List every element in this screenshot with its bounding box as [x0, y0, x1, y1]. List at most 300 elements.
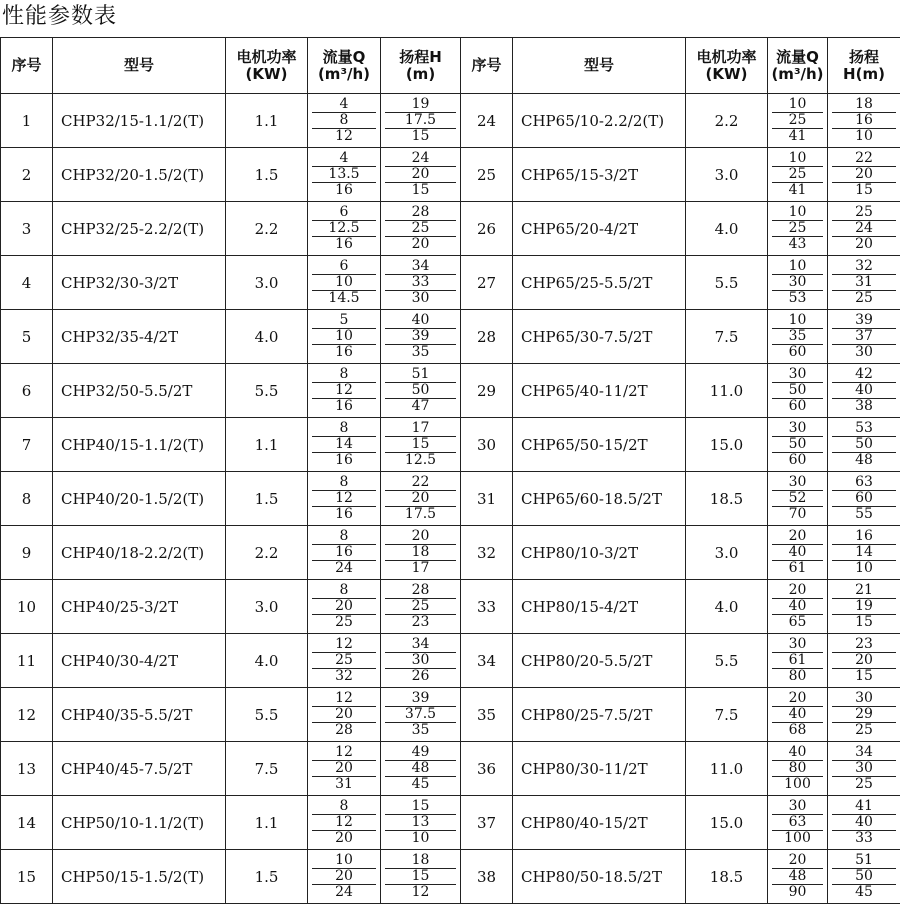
row-flow-value: 24	[335, 884, 353, 900]
row-model: CHP32/30-3/2T	[53, 256, 226, 310]
row-head-value: 35	[411, 344, 430, 360]
row-flow-value: 10	[772, 151, 823, 167]
row-flow-value: 16	[335, 506, 353, 522]
header-model-right: 型号	[513, 38, 686, 94]
row-flow	[768, 148, 828, 202]
row-head-value: 29	[832, 707, 896, 723]
row-flow-value: 10	[312, 275, 376, 291]
table-row	[1, 742, 900, 796]
table-row	[1, 796, 900, 850]
row-head-value: 26	[411, 668, 430, 684]
row-flow-value: 30	[772, 799, 823, 815]
row-flow-value: 16	[335, 344, 353, 360]
row-head-value: 21	[832, 583, 896, 599]
row-seq: 6	[1, 364, 53, 418]
row-seq: 27	[461, 256, 513, 310]
row-flow-value: 13.5	[312, 167, 376, 183]
row-model: CHP65/25-5.5/2T	[513, 256, 686, 310]
row-head	[828, 580, 900, 634]
row-power: 11.0	[686, 742, 768, 796]
row-power: 7.5	[686, 310, 768, 364]
row-flow-value: 6	[312, 205, 376, 221]
row-flow	[768, 688, 828, 742]
row-flow	[308, 796, 381, 850]
row-flow-value: 25	[772, 113, 823, 129]
row-flow-value: 20	[312, 869, 376, 885]
row-flow-value: 60	[788, 398, 807, 414]
row-flow	[768, 202, 828, 256]
row-flow-value: 10	[772, 205, 823, 221]
row-model: CHP32/25-2.2/2(T)	[53, 202, 226, 256]
header-head-right: 扬程 H(m)	[828, 38, 900, 94]
row-flow	[308, 202, 381, 256]
row-flow-value: 5	[312, 313, 376, 329]
row-power: 4.0	[686, 580, 768, 634]
row-head-value: 17	[385, 421, 456, 437]
row-head-value: 20	[832, 167, 896, 183]
table-row	[1, 634, 900, 688]
row-flow-value: 8	[312, 421, 376, 437]
row-model: CHP32/35-4/2T	[53, 310, 226, 364]
row-model: CHP40/45-7.5/2T	[53, 742, 226, 796]
row-head-value: 48	[385, 761, 456, 777]
row-flow-value: 14.5	[328, 290, 360, 306]
row-head-value: 30	[385, 653, 456, 669]
row-flow	[768, 256, 828, 310]
row-flow-value: 10	[312, 329, 376, 345]
row-seq: 9	[1, 526, 53, 580]
row-flow-value: 61	[772, 653, 823, 669]
row-model: CHP65/40-11/2T	[513, 364, 686, 418]
row-head-value: 19	[832, 599, 896, 615]
row-seq: 26	[461, 202, 513, 256]
row-flow	[768, 580, 828, 634]
row-head-value: 18	[832, 97, 896, 113]
row-flow-value: 10	[772, 313, 823, 329]
row-power: 4.0	[226, 634, 308, 688]
row-head-value: 39	[385, 329, 456, 345]
row-head	[381, 94, 461, 148]
row-model: CHP80/40-15/2T	[513, 796, 686, 850]
row-seq: 25	[461, 148, 513, 202]
row-head	[828, 742, 900, 796]
row-power: 3.0	[686, 148, 768, 202]
row-seq: 14	[1, 796, 53, 850]
row-seq: 8	[1, 472, 53, 526]
row-flow-value: 68	[788, 722, 807, 738]
row-head-value: 51	[385, 367, 456, 383]
row-model: CHP40/30-4/2T	[53, 634, 226, 688]
header-flow: 流量Q (m³/h)	[308, 38, 381, 94]
row-head	[381, 202, 461, 256]
row-model: CHP50/15-1.5/2(T)	[53, 850, 226, 904]
row-flow-value: 20	[772, 691, 823, 707]
row-head-value: 20	[855, 236, 873, 252]
row-power: 1.5	[226, 472, 308, 526]
row-flow	[308, 418, 381, 472]
row-flow-value: 28	[335, 722, 353, 738]
row-flow-value: 60	[788, 344, 807, 360]
row-flow-value: 30	[772, 637, 823, 653]
row-power: 3.0	[226, 256, 308, 310]
row-flow-value: 8	[312, 475, 376, 491]
row-flow	[308, 256, 381, 310]
row-head	[381, 472, 461, 526]
header-seq: 序号	[1, 38, 53, 94]
header-power-right: 电机功率 (KW)	[686, 38, 768, 94]
row-head	[381, 688, 461, 742]
row-flow-value: 53	[788, 290, 807, 306]
row-flow	[768, 850, 828, 904]
row-flow	[308, 526, 381, 580]
row-flow-value: 90	[788, 884, 807, 900]
row-seq: 2	[1, 148, 53, 202]
row-seq: 10	[1, 580, 53, 634]
row-head-value: 28	[385, 205, 456, 221]
row-head	[381, 418, 461, 472]
row-flow-value: 6	[312, 259, 376, 275]
row-model: CHP80/50-18.5/2T	[513, 850, 686, 904]
row-flow-value: 41	[788, 182, 807, 198]
row-head-value: 20	[385, 167, 456, 183]
row-seq: 35	[461, 688, 513, 742]
row-flow-value: 100	[784, 776, 811, 792]
row-head-value: 33	[385, 275, 456, 291]
row-head-value: 16	[832, 529, 896, 545]
row-flow	[308, 850, 381, 904]
row-head	[828, 310, 900, 364]
row-flow	[308, 580, 381, 634]
row-flow-value: 14	[312, 437, 376, 453]
header-model: 型号	[53, 38, 226, 94]
row-flow-value: 43	[788, 236, 807, 252]
row-head	[828, 796, 900, 850]
row-flow-value: 30	[772, 475, 823, 491]
row-head-value: 24	[832, 221, 896, 237]
row-head-value: 25	[855, 776, 873, 792]
row-power: 1.1	[226, 796, 308, 850]
table-row	[1, 364, 900, 418]
row-head-value: 30	[411, 290, 430, 306]
row-head	[828, 94, 900, 148]
row-head-value: 20	[411, 236, 430, 252]
row-seq: 38	[461, 850, 513, 904]
table-row	[1, 256, 900, 310]
row-flow	[308, 364, 381, 418]
row-seq: 5	[1, 310, 53, 364]
row-head-value: 17.5	[404, 506, 437, 522]
row-model: CHP40/18-2.2/2(T)	[53, 526, 226, 580]
row-seq: 31	[461, 472, 513, 526]
row-head-value: 45	[855, 884, 873, 900]
table-row	[1, 526, 900, 580]
row-flow	[768, 418, 828, 472]
row-flow-value: 30	[772, 275, 823, 291]
row-seq: 30	[461, 418, 513, 472]
row-flow-value: 12.5	[312, 221, 376, 237]
table-row	[1, 472, 900, 526]
row-flow-value: 20	[312, 707, 376, 723]
row-head-value: 25	[385, 221, 456, 237]
row-flow-value: 61	[788, 560, 807, 576]
row-flow-value: 70	[788, 506, 807, 522]
row-head-value: 48	[855, 452, 873, 468]
row-flow-value: 8	[312, 113, 376, 129]
row-head-value: 39	[832, 313, 896, 329]
row-head-value: 18	[385, 853, 456, 869]
row-head-value: 47	[411, 398, 430, 414]
row-head-value: 16	[832, 113, 896, 129]
row-head-value: 19	[385, 97, 456, 113]
row-head-value: 25	[832, 205, 896, 221]
row-flow-value: 4	[312, 151, 376, 167]
row-flow	[768, 742, 828, 796]
row-power: 18.5	[686, 850, 768, 904]
row-flow-value: 20	[312, 599, 376, 615]
row-flow-value: 52	[772, 491, 823, 507]
row-head-value: 34	[832, 745, 896, 761]
row-flow-value: 12	[335, 128, 353, 144]
row-head-value: 50	[832, 869, 896, 885]
row-head	[381, 526, 461, 580]
row-flow	[308, 688, 381, 742]
row-flow-value: 10	[772, 97, 823, 113]
row-head	[381, 256, 461, 310]
table-row	[1, 850, 900, 904]
row-head	[828, 256, 900, 310]
row-flow-value: 25	[312, 653, 376, 669]
row-head-value: 34	[385, 259, 456, 275]
row-flow	[768, 526, 828, 580]
row-flow-value: 20	[335, 830, 353, 846]
row-flow	[308, 94, 381, 148]
row-head	[828, 688, 900, 742]
row-flow-value: 32	[335, 668, 353, 684]
row-flow-value: 65	[788, 614, 807, 630]
row-head	[381, 148, 461, 202]
row-head-value: 63	[832, 475, 896, 491]
row-flow-value: 20	[772, 583, 823, 599]
row-head	[828, 364, 900, 418]
row-head-value: 40	[832, 815, 896, 831]
row-power: 5.5	[686, 634, 768, 688]
row-head-value: 34	[385, 637, 456, 653]
row-seq: 13	[1, 742, 53, 796]
row-flow-value: 8	[312, 529, 376, 545]
row-head-value: 25	[855, 722, 873, 738]
row-flow-value: 20	[772, 853, 823, 869]
row-head-value: 18	[385, 545, 456, 561]
row-flow-value: 50	[772, 437, 823, 453]
row-flow-value: 4	[312, 97, 376, 113]
row-head-value: 30	[855, 344, 873, 360]
row-flow-value: 80	[772, 761, 823, 777]
row-flow-value: 30	[772, 421, 823, 437]
row-seq: 29	[461, 364, 513, 418]
row-power: 15.0	[686, 796, 768, 850]
row-flow-value: 80	[788, 668, 807, 684]
header-seq-right: 序号	[461, 38, 513, 94]
row-power: 1.1	[226, 418, 308, 472]
row-head	[381, 634, 461, 688]
row-head-value: 23	[832, 637, 896, 653]
row-flow-value: 16	[335, 398, 353, 414]
row-head-value: 37.5	[385, 707, 456, 723]
row-head	[381, 850, 461, 904]
row-flow-value: 63	[772, 815, 823, 831]
row-head-value: 37	[832, 329, 896, 345]
row-seq: 33	[461, 580, 513, 634]
row-head-value: 31	[832, 275, 896, 291]
row-seq: 34	[461, 634, 513, 688]
row-seq: 12	[1, 688, 53, 742]
row-flow-value: 8	[312, 799, 376, 815]
row-head-value: 30	[832, 691, 896, 707]
row-model: CHP65/10-2.2/2(T)	[513, 94, 686, 148]
row-flow	[768, 94, 828, 148]
row-head-value: 51	[832, 853, 896, 869]
row-flow-value: 31	[335, 776, 353, 792]
row-head-value: 15	[855, 668, 873, 684]
row-head-value: 17	[411, 560, 430, 576]
row-head-value: 15	[411, 182, 430, 198]
row-flow-value: 16	[335, 452, 353, 468]
row-model: CHP32/50-5.5/2T	[53, 364, 226, 418]
row-head-value: 15	[855, 614, 873, 630]
row-head-value: 22	[385, 475, 456, 491]
row-head-value: 53	[832, 421, 896, 437]
row-flow-value: 25	[335, 614, 353, 630]
row-head-value: 13	[385, 815, 456, 831]
row-head-value: 40	[832, 383, 896, 399]
row-seq: 36	[461, 742, 513, 796]
table-header-row	[1, 38, 900, 94]
row-head	[828, 634, 900, 688]
row-head-value: 60	[832, 491, 896, 507]
row-flow-value: 16	[335, 182, 353, 198]
header-head: 扬程H (m)	[381, 38, 461, 94]
row-flow-value: 40	[772, 599, 823, 615]
row-model: CHP65/50-15/2T	[513, 418, 686, 472]
row-power: 2.2	[226, 526, 308, 580]
row-flow-value: 10	[772, 259, 823, 275]
table-row	[1, 94, 900, 148]
row-flow-value: 16	[312, 545, 376, 561]
row-head-value: 40	[385, 313, 456, 329]
row-flow-value: 100	[784, 830, 811, 846]
row-power: 7.5	[686, 688, 768, 742]
row-head-value: 15	[855, 182, 873, 198]
row-flow-value: 50	[772, 383, 823, 399]
row-head	[828, 202, 900, 256]
row-head-value: 32	[832, 259, 896, 275]
row-power: 3.0	[686, 526, 768, 580]
row-head-value: 14	[832, 545, 896, 561]
row-seq: 1	[1, 94, 53, 148]
row-seq: 32	[461, 526, 513, 580]
row-head-value: 15	[411, 128, 430, 144]
row-flow-value: 25	[772, 167, 823, 183]
row-head-value: 39	[385, 691, 456, 707]
row-model: CHP80/20-5.5/2T	[513, 634, 686, 688]
row-model: CHP40/25-3/2T	[53, 580, 226, 634]
row-head-value: 10	[855, 560, 873, 576]
row-seq: 28	[461, 310, 513, 364]
row-head-value: 15	[385, 799, 456, 815]
row-head-value: 12.5	[404, 452, 437, 468]
row-flow-value: 60	[788, 452, 807, 468]
row-head-value: 15	[385, 437, 456, 453]
row-head-value: 23	[411, 614, 430, 630]
row-head-value: 30	[832, 761, 896, 777]
row-power: 4.0	[226, 310, 308, 364]
row-power: 5.5	[226, 364, 308, 418]
row-power: 15.0	[686, 418, 768, 472]
row-flow-value: 48	[772, 869, 823, 885]
row-head-value: 24	[385, 151, 456, 167]
row-model: CHP32/20-1.5/2(T)	[53, 148, 226, 202]
row-seq: 3	[1, 202, 53, 256]
row-flow-value: 12	[312, 815, 376, 831]
row-head	[828, 418, 900, 472]
row-head-value: 25	[385, 599, 456, 615]
row-flow-value: 12	[312, 691, 376, 707]
row-model: CHP40/35-5.5/2T	[53, 688, 226, 742]
row-head-value: 42	[832, 367, 896, 383]
row-power: 3.0	[226, 580, 308, 634]
row-head	[828, 526, 900, 580]
row-head	[381, 796, 461, 850]
row-head	[381, 580, 461, 634]
row-head-value: 20	[385, 491, 456, 507]
row-flow-value: 16	[335, 236, 353, 252]
row-flow-value: 20	[772, 529, 823, 545]
row-seq: 4	[1, 256, 53, 310]
row-head-value: 25	[855, 290, 873, 306]
row-head	[381, 364, 461, 418]
row-power: 7.5	[226, 742, 308, 796]
row-flow-value: 8	[312, 583, 376, 599]
row-flow-value: 40	[772, 745, 823, 761]
row-power: 2.2	[686, 94, 768, 148]
row-flow	[768, 796, 828, 850]
row-flow-value: 40	[772, 707, 823, 723]
row-head-value: 20	[385, 529, 456, 545]
row-head-value: 41	[832, 799, 896, 815]
row-flow-value: 30	[772, 367, 823, 383]
row-flow	[768, 472, 828, 526]
row-head	[828, 148, 900, 202]
row-model: CHP65/30-7.5/2T	[513, 310, 686, 364]
row-model: CHP65/15-3/2T	[513, 148, 686, 202]
table-row	[1, 688, 900, 742]
row-seq: 24	[461, 94, 513, 148]
row-flow-value: 8	[312, 367, 376, 383]
row-flow-value: 12	[312, 383, 376, 399]
performance-table	[0, 37, 900, 904]
row-model: CHP80/25-7.5/2T	[513, 688, 686, 742]
row-model: CHP80/15-4/2T	[513, 580, 686, 634]
row-flow	[768, 364, 828, 418]
row-flow-value: 35	[772, 329, 823, 345]
row-head-value: 12	[411, 884, 430, 900]
row-flow	[768, 634, 828, 688]
row-flow-value: 41	[788, 128, 807, 144]
row-power: 1.5	[226, 148, 308, 202]
row-flow-value: 40	[772, 545, 823, 561]
row-model: CHP40/15-1.1/2(T)	[53, 418, 226, 472]
row-head-value: 33	[855, 830, 873, 846]
